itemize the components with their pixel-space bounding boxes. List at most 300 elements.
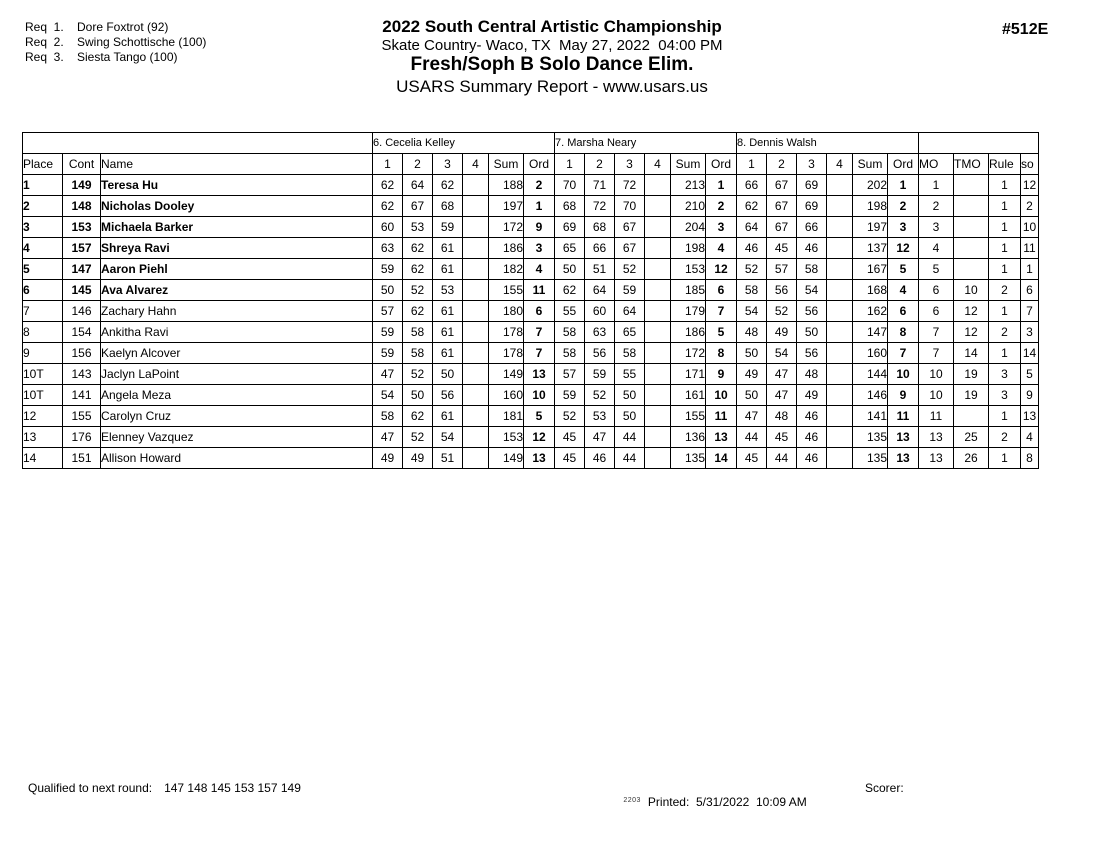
ord-cell: 10 <box>524 385 555 406</box>
event-number: #512E <box>1002 21 1049 38</box>
score-cell <box>463 280 489 301</box>
score-cell: 59 <box>373 343 403 364</box>
name-cell: Kaelyn Alcover <box>101 343 373 364</box>
tmo-cell: 12 <box>954 301 989 322</box>
score-cell <box>645 301 671 322</box>
score-cell: 59 <box>585 364 615 385</box>
name-cell: Ankitha Ravi <box>101 322 373 343</box>
cont-cell: 153 <box>63 217 101 238</box>
name-cell: Jaclyn LaPoint <box>101 364 373 385</box>
score-cell <box>645 196 671 217</box>
event-name: Fresh/Soph B Solo Dance Elim. <box>410 54 694 75</box>
score-cell: 68 <box>555 196 585 217</box>
rule-cell: 1 <box>989 196 1021 217</box>
score-cell <box>645 385 671 406</box>
place-cell: 9 <box>23 343 63 364</box>
qualified-line <box>28 781 301 795</box>
score-cell: 59 <box>373 322 403 343</box>
score-cell: 50 <box>737 343 767 364</box>
col-header-cont: Cont <box>63 154 101 175</box>
requirement-item <box>25 50 206 65</box>
requirement-text: Siesta Tango (100) <box>77 50 178 64</box>
ord-cell: 9 <box>524 217 555 238</box>
score-cell: 68 <box>585 217 615 238</box>
score-cell: 47 <box>373 427 403 448</box>
ord-cell: 9 <box>706 364 737 385</box>
ord-cell: 13 <box>524 448 555 469</box>
ord-cell: 3 <box>888 217 919 238</box>
score-cell: 62 <box>403 238 433 259</box>
score-cell: 61 <box>433 322 463 343</box>
cont-cell: 141 <box>63 385 101 406</box>
score-cell <box>827 301 853 322</box>
rule-cell: 3 <box>989 385 1021 406</box>
sum-cell: 180 <box>489 301 524 322</box>
score-cell <box>645 175 671 196</box>
score-cell: 65 <box>555 238 585 259</box>
col-header-score-2: 2 <box>403 154 433 175</box>
sum-cell: 197 <box>853 217 888 238</box>
score-cell: 63 <box>373 238 403 259</box>
so-cell: 2 <box>1021 196 1039 217</box>
tmo-cell <box>954 217 989 238</box>
tmo-cell <box>954 175 989 196</box>
score-cell: 67 <box>615 238 645 259</box>
sum-cell: 149 <box>489 448 524 469</box>
col-header-sum: Sum <box>489 154 524 175</box>
place-cell: 2 <box>23 196 63 217</box>
result-row <box>23 343 1039 364</box>
result-row <box>23 448 1039 469</box>
rule-cell: 1 <box>989 406 1021 427</box>
score-cell: 52 <box>615 259 645 280</box>
score-cell: 57 <box>555 364 585 385</box>
score-cell: 59 <box>373 259 403 280</box>
score-cell: 49 <box>373 448 403 469</box>
ord-cell: 13 <box>888 427 919 448</box>
score-cell: 59 <box>433 217 463 238</box>
score-cell: 64 <box>403 175 433 196</box>
judge-name: 7. Marsha Neary <box>555 133 737 154</box>
col-header-score-3: 3 <box>797 154 827 175</box>
ord-cell: 4 <box>888 280 919 301</box>
score-cell: 62 <box>555 280 585 301</box>
score-cell: 52 <box>403 280 433 301</box>
score-cell <box>463 175 489 196</box>
ord-cell: 14 <box>706 448 737 469</box>
name-cell: Michaela Barker <box>101 217 373 238</box>
score-cell: 63 <box>585 322 615 343</box>
ord-cell: 13 <box>706 427 737 448</box>
sum-cell: 137 <box>853 238 888 259</box>
score-cell: 55 <box>615 364 645 385</box>
col-header-sum: Sum <box>853 154 888 175</box>
qualified-values: 147 148 145 153 157 149 <box>164 781 301 795</box>
score-cell: 48 <box>767 406 797 427</box>
score-cell <box>827 175 853 196</box>
result-row <box>23 217 1039 238</box>
sum-cell: 172 <box>671 343 706 364</box>
score-cell: 59 <box>615 280 645 301</box>
place-cell: 6 <box>23 280 63 301</box>
score-cell <box>463 322 489 343</box>
tmo-cell: 25 <box>954 427 989 448</box>
ord-cell: 3 <box>524 238 555 259</box>
score-cell <box>463 448 489 469</box>
col-header-score-2: 2 <box>767 154 797 175</box>
name-cell: Ava Alvarez <box>101 280 373 301</box>
cont-cell: 145 <box>63 280 101 301</box>
cont-cell: 176 <box>63 427 101 448</box>
score-cell: 46 <box>797 448 827 469</box>
score-cell: 45 <box>767 238 797 259</box>
tmo-cell <box>954 238 989 259</box>
tmo-cell <box>954 196 989 217</box>
place-cell: 14 <box>23 448 63 469</box>
ord-cell: 7 <box>524 322 555 343</box>
sum-cell: 135 <box>853 427 888 448</box>
result-row <box>23 301 1039 322</box>
score-cell <box>827 280 853 301</box>
mo-cell: 13 <box>919 448 954 469</box>
col-header-score-3: 3 <box>615 154 645 175</box>
cont-cell: 154 <box>63 322 101 343</box>
score-cell <box>645 322 671 343</box>
score-cell: 58 <box>403 322 433 343</box>
score-cell <box>463 385 489 406</box>
score-cell: 49 <box>737 364 767 385</box>
printed-line <box>610 781 807 823</box>
score-cell: 45 <box>555 448 585 469</box>
score-cell <box>645 259 671 280</box>
place-cell: 10T <box>23 385 63 406</box>
tmo-cell: 12 <box>954 322 989 343</box>
score-cell: 49 <box>797 385 827 406</box>
score-cell: 61 <box>433 238 463 259</box>
score-cell: 46 <box>797 427 827 448</box>
results-table <box>22 132 1039 469</box>
ord-cell: 6 <box>706 280 737 301</box>
name-cell: Zachary Hahn <box>101 301 373 322</box>
score-cell: 48 <box>737 322 767 343</box>
score-cell: 58 <box>797 259 827 280</box>
tmo-cell: 10 <box>954 280 989 301</box>
score-cell <box>827 343 853 364</box>
score-cell: 56 <box>797 343 827 364</box>
so-cell: 7 <box>1021 301 1039 322</box>
name-cell: Shreya Ravi <box>101 238 373 259</box>
mo-cell: 11 <box>919 406 954 427</box>
requirement-item <box>25 20 206 35</box>
score-cell: 52 <box>767 301 797 322</box>
score-cell: 58 <box>403 343 433 364</box>
spacer-left <box>23 133 373 154</box>
sum-cell: 178 <box>489 322 524 343</box>
requirement-text: Swing Schottische (100) <box>77 35 207 49</box>
mo-cell: 10 <box>919 364 954 385</box>
sum-cell: 160 <box>489 385 524 406</box>
col-header-score-4: 4 <box>645 154 671 175</box>
sum-cell: 185 <box>671 280 706 301</box>
score-cell <box>463 301 489 322</box>
ord-cell: 4 <box>706 238 737 259</box>
score-cell: 51 <box>585 259 615 280</box>
tmo-cell: 14 <box>954 343 989 364</box>
score-cell: 50 <box>555 259 585 280</box>
sum-cell: 197 <box>489 196 524 217</box>
sum-cell: 181 <box>489 406 524 427</box>
qualified-label: Qualified to next round: <box>28 781 153 795</box>
score-cell <box>827 448 853 469</box>
score-cell: 49 <box>767 322 797 343</box>
score-cell: 69 <box>797 175 827 196</box>
ord-cell: 1 <box>888 175 919 196</box>
sum-cell: 186 <box>489 238 524 259</box>
score-cell: 52 <box>585 385 615 406</box>
score-cell <box>463 427 489 448</box>
score-cell: 50 <box>737 385 767 406</box>
score-cell: 46 <box>585 448 615 469</box>
result-row <box>23 385 1039 406</box>
ord-cell: 12 <box>524 427 555 448</box>
score-cell <box>463 217 489 238</box>
score-cell <box>827 427 853 448</box>
judge-header-row <box>23 133 1039 154</box>
col-header-score-4: 4 <box>463 154 489 175</box>
ord-cell: 11 <box>524 280 555 301</box>
sum-cell: 135 <box>671 448 706 469</box>
score-cell: 62 <box>403 259 433 280</box>
score-cell: 62 <box>433 175 463 196</box>
score-cell: 60 <box>585 301 615 322</box>
score-cell: 54 <box>767 343 797 364</box>
score-cell: 67 <box>403 196 433 217</box>
mo-cell: 1 <box>919 175 954 196</box>
rule-cell: 1 <box>989 301 1021 322</box>
score-cell: 60 <box>373 217 403 238</box>
score-cell <box>827 406 853 427</box>
rule-cell: 2 <box>989 322 1021 343</box>
score-cell: 67 <box>615 217 645 238</box>
score-cell: 61 <box>433 406 463 427</box>
col-header-tmo: TMO <box>954 154 989 175</box>
score-cell <box>827 385 853 406</box>
score-cell: 62 <box>737 196 767 217</box>
score-cell: 47 <box>767 385 797 406</box>
mo-cell: 7 <box>919 343 954 364</box>
requirement-label: Req 3. <box>25 50 64 64</box>
col-header-score-2: 2 <box>585 154 615 175</box>
score-cell: 53 <box>403 217 433 238</box>
score-cell: 61 <box>433 301 463 322</box>
sum-cell: 204 <box>671 217 706 238</box>
col-header-score-1: 1 <box>737 154 767 175</box>
score-cell <box>827 217 853 238</box>
result-row <box>23 175 1039 196</box>
score-cell: 52 <box>737 259 767 280</box>
ord-cell: 12 <box>706 259 737 280</box>
score-cell: 56 <box>767 280 797 301</box>
sum-cell: 178 <box>489 343 524 364</box>
score-cell: 64 <box>737 217 767 238</box>
col-header-name: Name <box>101 154 373 175</box>
rule-cell: 1 <box>989 217 1021 238</box>
place-cell: 4 <box>23 238 63 259</box>
ord-cell: 7 <box>706 301 737 322</box>
ord-cell: 1 <box>706 175 737 196</box>
name-cell: Carolyn Cruz <box>101 406 373 427</box>
score-cell: 57 <box>373 301 403 322</box>
cont-cell: 151 <box>63 448 101 469</box>
score-cell: 44 <box>615 448 645 469</box>
score-cell: 54 <box>373 385 403 406</box>
score-cell: 49 <box>403 448 433 469</box>
championship-title: 2022 South Central Artistic Championship <box>382 17 722 36</box>
score-cell: 53 <box>433 280 463 301</box>
score-cell <box>827 322 853 343</box>
so-cell: 13 <box>1021 406 1039 427</box>
column-header-row <box>23 154 1039 175</box>
ord-cell: 1 <box>524 196 555 217</box>
place-cell: 10T <box>23 364 63 385</box>
score-cell <box>645 343 671 364</box>
score-cell <box>645 217 671 238</box>
ord-cell: 6 <box>888 301 919 322</box>
name-cell: Elenney Vazquez <box>101 427 373 448</box>
sum-cell: 161 <box>671 385 706 406</box>
col-header-ord: Ord <box>524 154 555 175</box>
score-cell: 54 <box>737 301 767 322</box>
so-cell: 3 <box>1021 322 1039 343</box>
ord-cell: 2 <box>888 196 919 217</box>
name-cell: Nicholas Dooley <box>101 196 373 217</box>
spacer-right <box>919 133 1039 154</box>
score-cell: 64 <box>585 280 615 301</box>
sum-cell: 141 <box>853 406 888 427</box>
score-cell <box>463 343 489 364</box>
score-cell: 51 <box>433 448 463 469</box>
score-cell: 44 <box>767 448 797 469</box>
mo-cell: 13 <box>919 427 954 448</box>
result-row <box>23 364 1039 385</box>
cont-cell: 146 <box>63 301 101 322</box>
name-cell: Allison Howard <box>101 448 373 469</box>
score-cell <box>645 364 671 385</box>
printed-timestamp: Printed: 5/31/2022 10:09 AM <box>647 795 807 809</box>
score-cell: 69 <box>797 196 827 217</box>
sum-cell: 155 <box>489 280 524 301</box>
so-cell: 1 <box>1021 259 1039 280</box>
col-header-ord: Ord <box>888 154 919 175</box>
score-cell: 50 <box>373 280 403 301</box>
score-cell <box>827 259 853 280</box>
result-row <box>23 238 1039 259</box>
so-cell: 10 <box>1021 217 1039 238</box>
result-row <box>23 427 1039 448</box>
ord-cell: 2 <box>524 175 555 196</box>
sum-cell: 172 <box>489 217 524 238</box>
rule-cell: 1 <box>989 448 1021 469</box>
sum-cell: 155 <box>671 406 706 427</box>
ord-cell: 13 <box>888 448 919 469</box>
score-cell: 72 <box>585 196 615 217</box>
mo-cell: 6 <box>919 301 954 322</box>
version-stamp: 2203 <box>623 797 641 804</box>
score-cell <box>645 448 671 469</box>
score-cell: 46 <box>797 238 827 259</box>
sum-cell: 153 <box>671 259 706 280</box>
col-header-mo: MO <box>919 154 954 175</box>
name-cell: Teresa Hu <box>101 175 373 196</box>
score-cell: 58 <box>373 406 403 427</box>
sum-cell: 182 <box>489 259 524 280</box>
name-cell: Angela Meza <box>101 385 373 406</box>
requirement-label: Req 1. <box>25 20 64 34</box>
score-cell: 57 <box>767 259 797 280</box>
col-header-score-1: 1 <box>373 154 403 175</box>
col-header-place: Place <box>23 154 63 175</box>
score-cell: 54 <box>797 280 827 301</box>
report-header <box>252 17 852 97</box>
cont-cell: 147 <box>63 259 101 280</box>
sum-cell: 153 <box>489 427 524 448</box>
name-cell: Aaron Piehl <box>101 259 373 280</box>
sum-cell: 144 <box>853 364 888 385</box>
score-cell: 69 <box>555 217 585 238</box>
score-cell <box>463 364 489 385</box>
cont-cell: 156 <box>63 343 101 364</box>
score-cell: 65 <box>615 322 645 343</box>
score-cell: 56 <box>585 343 615 364</box>
mo-cell: 3 <box>919 217 954 238</box>
tmo-cell <box>954 259 989 280</box>
score-cell: 70 <box>555 175 585 196</box>
cont-cell: 157 <box>63 238 101 259</box>
sum-cell: 188 <box>489 175 524 196</box>
score-cell: 56 <box>797 301 827 322</box>
rule-cell: 1 <box>989 175 1021 196</box>
place-cell: 3 <box>23 217 63 238</box>
sum-cell: 186 <box>671 322 706 343</box>
score-cell: 50 <box>403 385 433 406</box>
score-cell: 55 <box>555 301 585 322</box>
score-cell <box>827 196 853 217</box>
tmo-cell: 19 <box>954 364 989 385</box>
mo-cell: 6 <box>919 280 954 301</box>
col-header-score-3: 3 <box>433 154 463 175</box>
score-cell: 47 <box>737 406 767 427</box>
place-cell: 8 <box>23 322 63 343</box>
mo-cell: 5 <box>919 259 954 280</box>
sum-cell: 213 <box>671 175 706 196</box>
score-cell <box>645 427 671 448</box>
sum-cell: 146 <box>853 385 888 406</box>
so-cell: 8 <box>1021 448 1039 469</box>
col-header-score-4: 4 <box>827 154 853 175</box>
score-cell: 45 <box>555 427 585 448</box>
sum-cell: 135 <box>853 448 888 469</box>
score-cell: 58 <box>555 322 585 343</box>
scorer-label: Scorer: <box>865 781 904 795</box>
score-cell: 61 <box>433 259 463 280</box>
score-cell: 67 <box>767 175 797 196</box>
score-cell: 64 <box>615 301 645 322</box>
score-cell: 52 <box>403 427 433 448</box>
sum-cell: 210 <box>671 196 706 217</box>
score-cell: 62 <box>403 406 433 427</box>
requirements-list <box>25 20 206 65</box>
ord-cell: 4 <box>524 259 555 280</box>
